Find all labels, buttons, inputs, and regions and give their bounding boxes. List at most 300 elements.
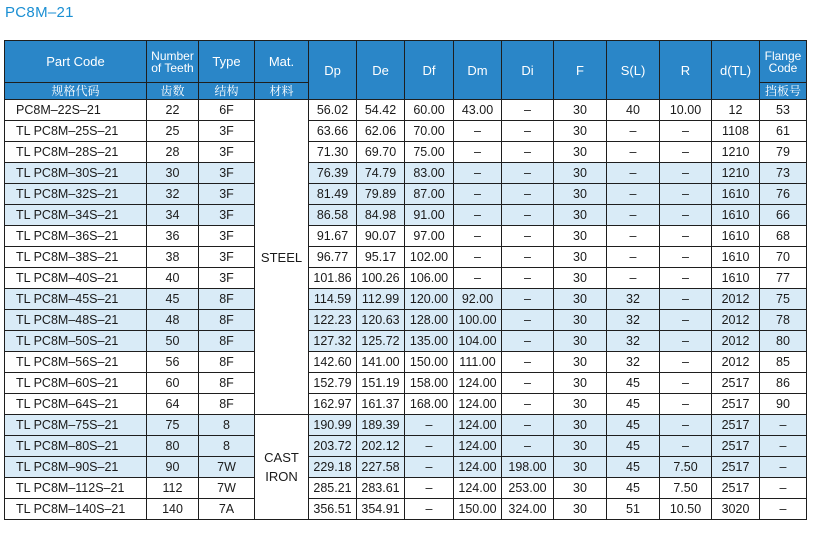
cell-dm: –: [454, 205, 502, 226]
header-teeth: [147, 41, 199, 83]
cell-type: 8F: [199, 373, 255, 394]
cell-df: 135.00: [405, 331, 454, 352]
cell-dm: 150.00: [454, 499, 502, 520]
cell-r: –: [660, 184, 712, 205]
cell-dtl: 2012: [712, 352, 760, 373]
cell-df: –: [405, 457, 454, 478]
header-teeth-cn: 齿数: [147, 83, 199, 100]
cell-f: 30: [554, 373, 607, 394]
cell-dtl: 1610: [712, 247, 760, 268]
cell-r: –: [660, 373, 712, 394]
table-row: [5, 100, 807, 121]
header-flange-line2: Code: [768, 60, 798, 75]
table-row: [5, 331, 807, 352]
cell-dtl: 2517: [712, 373, 760, 394]
cell-type: 8F: [199, 352, 255, 373]
cell-de: 354.91: [357, 499, 405, 520]
cell-r: –: [660, 247, 712, 268]
cell-type: 3F: [199, 268, 255, 289]
cell-r: 10.00: [660, 100, 712, 121]
cell-dm: 124.00: [454, 373, 502, 394]
cell-f: 30: [554, 310, 607, 331]
cell-teeth: 28: [147, 142, 199, 163]
cell-dtl: 1610: [712, 184, 760, 205]
cell-flange: 73: [760, 163, 807, 184]
cell-part-code: TL PC8M–90S–21: [5, 457, 147, 478]
cell-dp: 229.18: [309, 457, 357, 478]
cell-r: –: [660, 394, 712, 415]
cell-flange: 68: [760, 226, 807, 247]
cell-part-code: TL PC8M–38S–21: [5, 247, 147, 268]
header-flange: [760, 41, 807, 83]
table-row: [5, 247, 807, 268]
cell-dtl: 12: [712, 100, 760, 121]
cell-flange: –: [760, 436, 807, 457]
material-steel: STEEL: [255, 100, 309, 415]
cell-flange: 70: [760, 247, 807, 268]
cell-dtl: 2517: [712, 478, 760, 499]
table-row: [5, 394, 807, 415]
cell-teeth: 38: [147, 247, 199, 268]
cell-de: 112.99: [357, 289, 405, 310]
cell-type: 8: [199, 415, 255, 436]
cell-df: 75.00: [405, 142, 454, 163]
cell-type: 7W: [199, 478, 255, 499]
cell-sl: 45: [607, 394, 660, 415]
cell-dm: –: [454, 163, 502, 184]
cell-de: 283.61: [357, 478, 405, 499]
header-flange-line1: Flange: [764, 48, 802, 63]
cell-r: 10.50: [660, 499, 712, 520]
table-row: [5, 205, 807, 226]
cell-type: 3F: [199, 184, 255, 205]
cell-df: 128.00: [405, 310, 454, 331]
header-df: Df: [405, 41, 454, 100]
header-mat: Mat.: [255, 41, 309, 83]
cell-di: –: [502, 247, 554, 268]
cell-di: –: [502, 436, 554, 457]
cell-flange: –: [760, 478, 807, 499]
cell-type: 3F: [199, 142, 255, 163]
cell-dp: 71.30: [309, 142, 357, 163]
cell-dm: 124.00: [454, 436, 502, 457]
cell-f: 30: [554, 163, 607, 184]
header-flange-cn: 挡板号: [760, 83, 807, 100]
cell-de: 74.79: [357, 163, 405, 184]
cell-part-code: TL PC8M–140S–21: [5, 499, 147, 520]
cell-f: 30: [554, 121, 607, 142]
cell-part-code: TL PC8M–80S–21: [5, 436, 147, 457]
cell-dp: 203.72: [309, 436, 357, 457]
cell-sl: 45: [607, 478, 660, 499]
cell-dm: 92.00: [454, 289, 502, 310]
header-type: Type: [199, 41, 255, 83]
cell-dp: 122.23: [309, 310, 357, 331]
cell-dm: –: [454, 142, 502, 163]
cell-sl: 51: [607, 499, 660, 520]
cell-f: 30: [554, 352, 607, 373]
header-part-code-cn: 规格代码: [5, 83, 147, 100]
cell-df: 158.00: [405, 373, 454, 394]
cell-part-code: TL PC8M–60S–21: [5, 373, 147, 394]
cell-dtl: 2517: [712, 457, 760, 478]
cell-r: –: [660, 331, 712, 352]
cell-dtl: 2517: [712, 436, 760, 457]
cell-teeth: 56: [147, 352, 199, 373]
cell-teeth: 45: [147, 289, 199, 310]
cell-df: –: [405, 436, 454, 457]
cell-teeth: 30: [147, 163, 199, 184]
cell-df: 106.00: [405, 268, 454, 289]
cell-type: 3F: [199, 121, 255, 142]
cell-f: 30: [554, 268, 607, 289]
cell-flange: –: [760, 457, 807, 478]
cell-de: 54.42: [357, 100, 405, 121]
cell-type: 3F: [199, 226, 255, 247]
cell-f: 30: [554, 331, 607, 352]
cell-df: 60.00: [405, 100, 454, 121]
cell-teeth: 32: [147, 184, 199, 205]
cell-de: 120.63: [357, 310, 405, 331]
cell-df: 91.00: [405, 205, 454, 226]
cell-dp: 101.86: [309, 268, 357, 289]
cell-type: 8F: [199, 310, 255, 331]
cell-f: 30: [554, 478, 607, 499]
cell-flange: 66: [760, 205, 807, 226]
cell-r: –: [660, 121, 712, 142]
cell-di: –: [502, 142, 554, 163]
cell-flange: 75: [760, 289, 807, 310]
cell-teeth: 50: [147, 331, 199, 352]
cell-dm: –: [454, 184, 502, 205]
cell-dtl: 3020: [712, 499, 760, 520]
cell-flange: 77: [760, 268, 807, 289]
cell-teeth: 40: [147, 268, 199, 289]
cell-di: –: [502, 373, 554, 394]
cell-part-code: TL PC8M–48S–21: [5, 310, 147, 331]
cell-teeth: 60: [147, 373, 199, 394]
cell-sl: 32: [607, 310, 660, 331]
cell-dp: 86.58: [309, 205, 357, 226]
cell-dp: 356.51: [309, 499, 357, 520]
cell-part-code: TL PC8M–64S–21: [5, 394, 147, 415]
table-row: [5, 163, 807, 184]
table-row: [5, 184, 807, 205]
cell-part-code: TL PC8M–40S–21: [5, 268, 147, 289]
cell-de: 100.26: [357, 268, 405, 289]
header-teeth-line2: of Teeth: [151, 60, 194, 75]
cell-sl: 45: [607, 457, 660, 478]
cell-dp: 91.67: [309, 226, 357, 247]
cell-part-code: TL PC8M–34S–21: [5, 205, 147, 226]
cell-dp: 127.32: [309, 331, 357, 352]
cell-flange: 79: [760, 142, 807, 163]
cell-df: 83.00: [405, 163, 454, 184]
cell-dp: 142.60: [309, 352, 357, 373]
header-teeth-line1: Number: [151, 48, 194, 63]
cell-sl: –: [607, 142, 660, 163]
cell-teeth: 75: [147, 415, 199, 436]
cell-flange: 86: [760, 373, 807, 394]
header-mat-cn: 材料: [255, 83, 309, 100]
cell-df: –: [405, 478, 454, 499]
table-row: [5, 457, 807, 478]
cell-r: –: [660, 352, 712, 373]
cell-f: 30: [554, 184, 607, 205]
cell-type: 3F: [199, 247, 255, 268]
cell-df: 70.00: [405, 121, 454, 142]
header-r: R: [660, 41, 712, 100]
cell-type: 7A: [199, 499, 255, 520]
cell-de: 125.72: [357, 331, 405, 352]
cell-di: –: [502, 310, 554, 331]
table-header: [5, 41, 807, 100]
cell-de: 227.58: [357, 457, 405, 478]
cell-di: –: [502, 184, 554, 205]
cell-dtl: 2012: [712, 310, 760, 331]
cell-r: –: [660, 205, 712, 226]
cell-sl: –: [607, 268, 660, 289]
cell-di: –: [502, 205, 554, 226]
cell-dm: 111.00: [454, 352, 502, 373]
table-row: [5, 289, 807, 310]
table-row: [5, 499, 807, 520]
cell-di: –: [502, 268, 554, 289]
page-title: PC8M–21: [5, 4, 74, 21]
cell-r: –: [660, 310, 712, 331]
cell-f: 30: [554, 289, 607, 310]
cell-type: 8F: [199, 289, 255, 310]
cell-r: –: [660, 268, 712, 289]
cell-flange: 61: [760, 121, 807, 142]
cell-dp: 76.39: [309, 163, 357, 184]
cell-teeth: 22: [147, 100, 199, 121]
table-row: [5, 436, 807, 457]
cell-de: 95.17: [357, 247, 405, 268]
cell-dm: –: [454, 268, 502, 289]
cell-de: 84.98: [357, 205, 405, 226]
cell-dp: 63.66: [309, 121, 357, 142]
cell-type: 8F: [199, 394, 255, 415]
cell-dm: 43.00: [454, 100, 502, 121]
cell-part-code: TL PC8M–36S–21: [5, 226, 147, 247]
cell-r: 7.50: [660, 478, 712, 499]
cell-flange: 80: [760, 331, 807, 352]
cell-type: 3F: [199, 205, 255, 226]
table-row: [5, 142, 807, 163]
cell-part-code: TL PC8M–75S–21: [5, 415, 147, 436]
cell-teeth: 112: [147, 478, 199, 499]
cell-flange: 78: [760, 310, 807, 331]
cell-dtl: 2012: [712, 289, 760, 310]
cell-de: 202.12: [357, 436, 405, 457]
cell-r: –: [660, 226, 712, 247]
cell-type: 3F: [199, 163, 255, 184]
cell-flange: 85: [760, 352, 807, 373]
table-row: [5, 478, 807, 499]
cell-sl: 32: [607, 289, 660, 310]
cell-df: –: [405, 415, 454, 436]
cell-dtl: 1210: [712, 142, 760, 163]
table-row: [5, 268, 807, 289]
cell-teeth: 48: [147, 310, 199, 331]
cell-teeth: 36: [147, 226, 199, 247]
cell-teeth: 80: [147, 436, 199, 457]
cell-dtl: 1210: [712, 163, 760, 184]
cell-di: 324.00: [502, 499, 554, 520]
cell-de: 189.39: [357, 415, 405, 436]
cell-flange: 76: [760, 184, 807, 205]
cell-part-code: TL PC8M–25S–21: [5, 121, 147, 142]
cell-flange: 53: [760, 100, 807, 121]
cell-part-code: TL PC8M–50S–21: [5, 331, 147, 352]
cell-de: 141.00: [357, 352, 405, 373]
table-row: [5, 415, 807, 436]
cell-de: 69.70: [357, 142, 405, 163]
cell-sl: –: [607, 121, 660, 142]
cell-df: 87.00: [405, 184, 454, 205]
cell-flange: –: [760, 415, 807, 436]
cell-di: –: [502, 331, 554, 352]
cell-teeth: 140: [147, 499, 199, 520]
cell-df: –: [405, 499, 454, 520]
cell-de: 79.89: [357, 184, 405, 205]
cell-df: 97.00: [405, 226, 454, 247]
cell-type: 8: [199, 436, 255, 457]
cell-dtl: 1610: [712, 205, 760, 226]
cell-sl: 32: [607, 352, 660, 373]
specification-table: [4, 40, 807, 520]
cell-f: 30: [554, 142, 607, 163]
header-di: Di: [502, 41, 554, 100]
cell-dp: 162.97: [309, 394, 357, 415]
cell-teeth: 25: [147, 121, 199, 142]
cell-f: 30: [554, 499, 607, 520]
table-row: [5, 352, 807, 373]
header-de: De: [357, 41, 405, 100]
cell-teeth: 90: [147, 457, 199, 478]
cell-de: 161.37: [357, 394, 405, 415]
cell-sl: 45: [607, 415, 660, 436]
cell-di: 198.00: [502, 457, 554, 478]
cell-sl: –: [607, 247, 660, 268]
cell-f: 30: [554, 226, 607, 247]
cell-f: 30: [554, 415, 607, 436]
cell-sl: –: [607, 163, 660, 184]
table-row: [5, 226, 807, 247]
cell-part-code: PC8M–22S–21: [5, 100, 147, 121]
cell-f: 30: [554, 394, 607, 415]
cell-sl: 40: [607, 100, 660, 121]
cell-dtl: 2517: [712, 394, 760, 415]
cell-part-code: TL PC8M–30S–21: [5, 163, 147, 184]
cell-di: –: [502, 289, 554, 310]
cell-r: –: [660, 289, 712, 310]
cell-dp: 190.99: [309, 415, 357, 436]
cell-r: –: [660, 415, 712, 436]
cell-de: 62.06: [357, 121, 405, 142]
cell-de: 151.19: [357, 373, 405, 394]
cell-f: 30: [554, 457, 607, 478]
cell-type: 8F: [199, 331, 255, 352]
cell-part-code: TL PC8M–28S–21: [5, 142, 147, 163]
cell-dm: 124.00: [454, 478, 502, 499]
cell-dp: 114.59: [309, 289, 357, 310]
cell-sl: 32: [607, 331, 660, 352]
cell-df: 120.00: [405, 289, 454, 310]
cell-dm: –: [454, 226, 502, 247]
cell-type: 7W: [199, 457, 255, 478]
table-body: [5, 100, 807, 520]
cell-teeth: 34: [147, 205, 199, 226]
cell-f: 30: [554, 247, 607, 268]
header-dp: Dp: [309, 41, 357, 100]
cell-type: 6F: [199, 100, 255, 121]
header-sl: S(L): [607, 41, 660, 100]
cell-dm: –: [454, 247, 502, 268]
header-part-code: Part Code: [5, 41, 147, 83]
table-row: [5, 121, 807, 142]
cell-dp: 81.49: [309, 184, 357, 205]
cell-dm: 124.00: [454, 457, 502, 478]
cell-dm: 124.00: [454, 394, 502, 415]
cell-dp: 152.79: [309, 373, 357, 394]
cell-di: –: [502, 100, 554, 121]
cell-dm: 100.00: [454, 310, 502, 331]
table-row: [5, 310, 807, 331]
material-cast-iron: CAST IRON: [255, 415, 309, 520]
header-type-cn: 结构: [199, 83, 255, 100]
cell-di: –: [502, 226, 554, 247]
cell-f: 30: [554, 436, 607, 457]
cell-teeth: 64: [147, 394, 199, 415]
cell-sl: –: [607, 226, 660, 247]
cell-flange: 90: [760, 394, 807, 415]
cell-di: –: [502, 415, 554, 436]
cell-dm: –: [454, 121, 502, 142]
cell-dm: 124.00: [454, 415, 502, 436]
cell-sl: –: [607, 184, 660, 205]
cell-df: 150.00: [405, 352, 454, 373]
cell-f: 30: [554, 205, 607, 226]
cell-r: –: [660, 436, 712, 457]
cell-part-code: TL PC8M–45S–21: [5, 289, 147, 310]
cell-part-code: TL PC8M–32S–21: [5, 184, 147, 205]
cell-dp: 96.77: [309, 247, 357, 268]
header-dtl: d(TL): [712, 41, 760, 100]
cell-di: –: [502, 121, 554, 142]
header-dm: Dm: [454, 41, 502, 100]
cell-r: –: [660, 163, 712, 184]
cell-de: 90.07: [357, 226, 405, 247]
cell-dtl: 1610: [712, 226, 760, 247]
cell-df: 102.00: [405, 247, 454, 268]
cell-df: 168.00: [405, 394, 454, 415]
cell-sl: 45: [607, 373, 660, 394]
cell-r: –: [660, 142, 712, 163]
cell-dtl: 2012: [712, 331, 760, 352]
cell-di: –: [502, 352, 554, 373]
cell-part-code: TL PC8M–56S–21: [5, 352, 147, 373]
cell-f: 30: [554, 100, 607, 121]
cell-sl: 45: [607, 436, 660, 457]
cell-dtl: 2517: [712, 415, 760, 436]
header-f: F: [554, 41, 607, 100]
cell-di: –: [502, 394, 554, 415]
cell-sl: –: [607, 205, 660, 226]
cell-dtl: 1610: [712, 268, 760, 289]
cell-part-code: TL PC8M–112S–21: [5, 478, 147, 499]
